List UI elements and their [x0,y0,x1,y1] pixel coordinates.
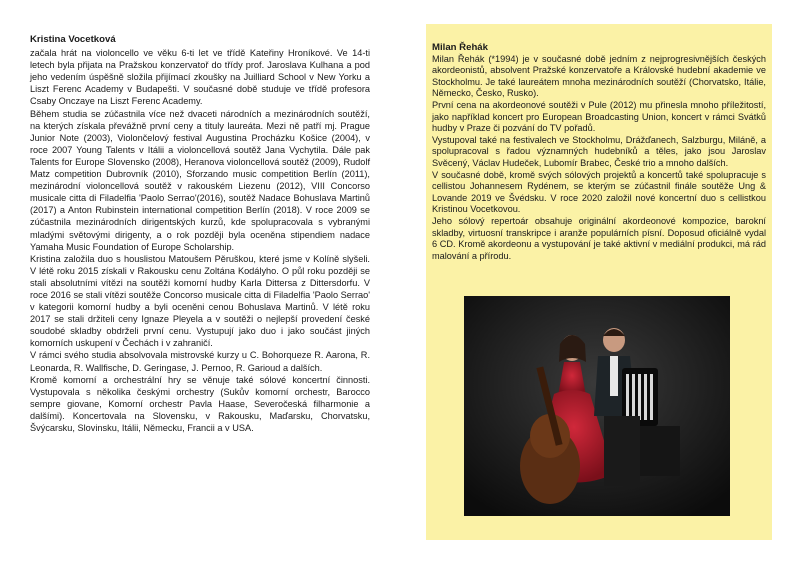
yellow-info-box [426,24,772,540]
right-column [432,42,766,262]
bio-paragraph: Milan Řehák (*1994) je v současné době jedním z nejprogresivnějších českých akordeonistů, absolvent Pražské konzervatoře a Královské hudební akademie ve Stockholmu. Je také laureátem mnoha mezinárodních soutěží (Chorvatsko, Itálie, Německo, Česko, Rusko). [432,53,766,99]
left-column [30,34,370,434]
bio-paragraph: Vystupoval také na festivalech ve Stockholmu, Drážďanech, Salzburgu, Miláně, a spolupracoval s řadou významných hudebníků a těles, jako jsou Jaroslav Svěcený, Václav Hudeček, Lubomír Brabec, České trio a mnoho dalších. [432,134,766,168]
bio-paragraph: První cena na akordeonové soutěži v Pule (2012) mu přinesla mnoho příležitostí, jako například koncert pro European Broadcasting Union, koncert v rámci Svátků hudby v Praze či pozvání do TV pořadů. [432,99,766,134]
duo-photo [464,296,730,516]
bio-paragraph: Jeho sólový repertoár obsahuje originální akordeonové kompozice, barokní skladby, virtuosní transkripce i aranže populárních písní. Doposud oficiálně vydal 6 CD. Kromě akordeonu a vystupování je také aktivní v mediální produkci, má rád malování a přírodu. [432,215,766,261]
bio-paragraph: V současné době, kromě svých sólových projektů a koncertů také spolupracuje s cellistou Johannesem Rydénem, se kterým se zúčastnil finále soutěže Ung & Lovande 2019 ve Švédsku. V roce 2020 založil nové koncertní duo s cellistkou Kristinou Vocetkovou. [432,169,766,215]
bio-paragraph: začala hrát na violoncello ve věku 6-ti let ve třídě Kateřiny Hroníkové. Ve 14-ti letech byla přijata na Pražskou konzervatoř do třídy prof. Jaroslava Kulhana a pod jeho vedením úspěšně složila přijímací zkoušky na Juilliard School v New Yorku a Liszt Ferenc Academy v Budapešti. V současné době studuje ve třídě profesora Csaby Onczaye na Liszt Ferenc Academy. [30,48,370,107]
bio-paragraph: V rámci svého studia absolvovala mistrovské kurzy u C. Bohorqueze R. Aarona, R. Leonarda, R. Wallfische, D. Geringase, J. Pernoo, R. Garioud a dalších. [30,350,370,373]
bio-paragraph: Během studia se zúčastnila více než dvaceti národních a mezinárodních soutěží, na kterých získala převážně první ceny a tituly laureáta. Mezi ně patří mj. Prague Junior Note (2003), Violončelový festival Augustina Procházku Košice (2004), v roce 2007 Young Talents v Itálii a violoncellová soutěž Jana Vychytila. Dále pak Talents for Europe Slovensko (2008), Heranova violoncellová soutěž (2009), Rudolf Matz competition Dubrovník (2010), Sforzando music competition Berlín (2011), mezinárodní violoncellová soutěž v rakouském Liezenu (2012), VIII Concorso musicale citta di Filadelfia 'Paolo Serrao'(2016), soutěž Nadace Bohuslava Martinů (2017) a Anton Rubinstein international competition Berlín (2018). V roce 2009 se zúčastnila mezinárodních dirigentských kurzů, kde spolupracovala s vybranými mladými světovými dirigenty, a o rok později byla oceněna stipendiem nadace Yamaha Music Foundation of Europe Scholarship. [30,108,370,252]
bio-paragraph: Kromě komorní a orchestrální hry se věnuje také sólové koncertní činnosti. Vystupovala s několika českými orchestry (Sukův komorní orchestr, Barocco sempre giovane, Komorní orchestr Pavla Haase, Severočeská filharmonie a dalšími). Koncertovala na Slovensku, v Rakousku, Maďarsku, Chorvatsku, Švýcarsku, Slovinsku, Itálii, Německu, Francii a v USA. [30,374,370,433]
bio-paragraph: Kristina založila duo s houslistou Matoušem Pěruškou, které jsme v Kolíně slyšeli. V létě roku 2015 získali v Rakousku cenu Zoltána Kodályho. O půl roku později se stali absolutními vítězi na soutěži komorní hudby Karla Dittersa z Dittersdorfu. V roce 2016 se stali vítězi soutěže Concorso musicale citta di Filadelfia 'Paolo Serrao' v kategorii komorní hudby a byli oceněni cenou Bohuslava Martinů. V létě roku 2017 se stali držiteli ceny Ignaze Pleyela a v soutěži o nejlepší provedení české soudobé skladby obdrželi první cenu. Vystupují jako duo i jako součást jiných komorních uskupení v Čechách i v zahraničí. [30,253,370,349]
section-title-kristina: Kristina Vocetková [30,34,116,45]
duo-photo-illustration [464,296,730,516]
section-title-milan: Milan Řehák [432,42,488,53]
